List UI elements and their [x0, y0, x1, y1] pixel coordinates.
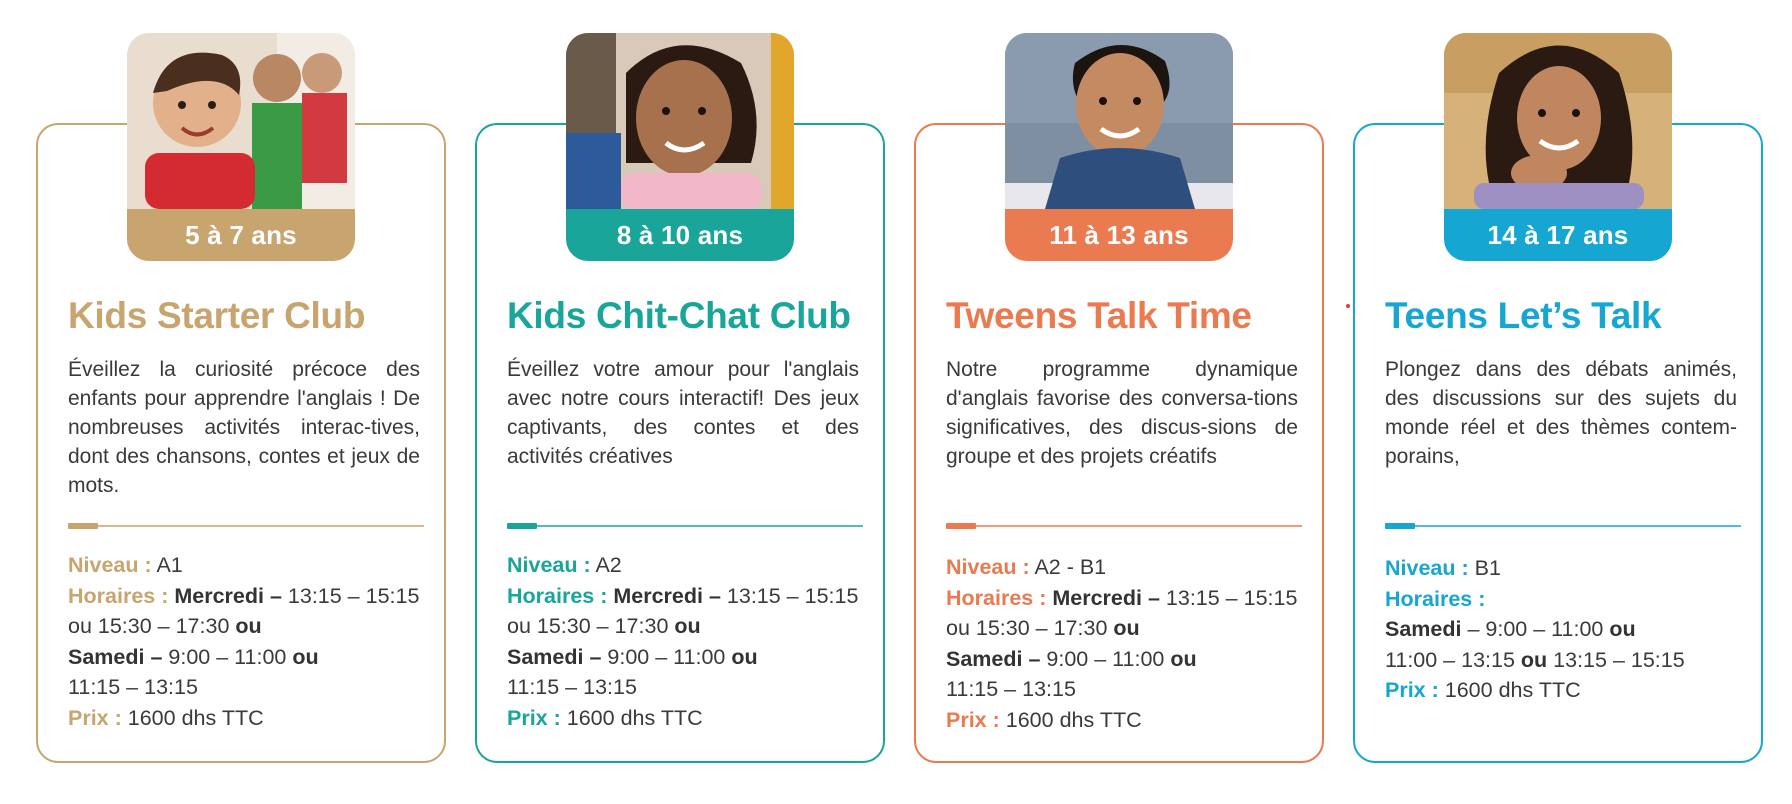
horaires-label: Horaires : — [507, 583, 608, 608]
course-description: Éveillez la curiosité précoce des enfants pour apprendre l'anglais ! De nombreuses activités interac-tives, dont des chansons, contes et jeux de mots. — [68, 358, 420, 497]
schedule-day: Samedi – — [68, 644, 163, 669]
niveau-value: A2 - B1 — [1034, 555, 1107, 579]
niveau-label: Niveau : — [68, 553, 152, 577]
course-title: Kids Starter Club — [68, 295, 366, 336]
course-info — [507, 550, 873, 733]
divider-accent — [1385, 523, 1415, 529]
age-range-label: 5 à 7 ans — [127, 209, 355, 261]
prix-value: 1600 dhs TTC — [566, 705, 703, 730]
course-title: Kids Chit-Chat Club — [507, 295, 851, 336]
teen-photo — [1444, 33, 1672, 209]
age-photo-block — [566, 33, 794, 261]
schedule-or: ou — [1609, 617, 1636, 641]
divider-accent — [946, 523, 976, 529]
schedule-or: ou — [1170, 646, 1197, 671]
prix-label: Prix : — [68, 705, 122, 730]
course-info — [68, 550, 434, 733]
course-info — [1385, 553, 1751, 706]
schedule-time: – 9:00 – 11:00 — [1467, 617, 1604, 641]
course-card-kids-starter — [36, 123, 446, 763]
course-description: Notre programme dynamique d'anglais favorise des conversa-tions significatives, des discus-sions de groupe et des projets créatifs — [946, 358, 1298, 468]
prix-label: Prix : — [1385, 678, 1439, 702]
schedule-time: 13:15 – 15:15 — [726, 583, 859, 608]
schedule-day: Mercredi – — [613, 583, 721, 608]
course-card-tweens-talk — [914, 123, 1324, 763]
course-title: Teens Let’s Talk — [1385, 295, 1662, 336]
age-range-label: 14 à 17 ans — [1444, 209, 1672, 261]
prix-label: Prix : — [507, 705, 561, 730]
age-photo-block — [1005, 33, 1233, 261]
schedule-time: 11:00 – 13:15 — [1385, 647, 1515, 672]
schedule-time: ou 15:30 – 17:30 — [68, 614, 230, 638]
course-description: Éveillez votre amour pour l'anglais avec notre cours interactif! Des jeux captivants, des contes et des activités créatives — [507, 358, 859, 468]
age-photo-block — [1444, 33, 1672, 261]
divider — [1385, 525, 1741, 527]
course-card-teens-lets-talk — [1353, 123, 1763, 763]
schedule-time: 11:15 – 13:15 — [946, 677, 1076, 701]
schedule-time: 13:15 – 15:15 — [1553, 647, 1685, 672]
niveau-label: Niveau : — [946, 555, 1030, 579]
schedule-or: ou — [235, 614, 262, 638]
divider — [507, 525, 863, 527]
niveau-value: A1 — [156, 553, 183, 577]
divider-accent — [507, 523, 537, 529]
schedule-day: Samedi – — [946, 646, 1041, 671]
schedule-time: ou 15:30 – 17:30 — [507, 614, 669, 638]
schedule-or: ou — [1520, 647, 1548, 672]
age-range-label: 8 à 10 ans — [566, 209, 794, 261]
niveau-value: A2 — [595, 553, 622, 577]
course-info — [946, 552, 1312, 735]
child-photo — [566, 33, 794, 209]
prix-value: 1600 dhs TTC — [1005, 707, 1142, 732]
prix-value: 1600 dhs TTC — [127, 705, 264, 730]
course-title: Tweens Talk Time — [946, 295, 1252, 336]
schedule-day: Samedi – — [507, 644, 602, 669]
age-range-label: 11 à 13 ans — [1005, 209, 1233, 261]
schedule-or: ou — [674, 614, 701, 638]
niveau-value: B1 — [1474, 556, 1501, 580]
horaires-label: Horaires : — [946, 585, 1047, 610]
schedule-time: 9:00 – 11:00 — [607, 644, 726, 669]
niveau-label: Niveau : — [507, 553, 591, 577]
schedule-day: Samedi — [1385, 617, 1462, 641]
schedule-or: ou — [731, 644, 758, 669]
horaires-label: Horaires : — [68, 583, 169, 608]
age-photo-block — [127, 33, 355, 261]
divider-accent — [68, 523, 98, 529]
child-photo — [1005, 33, 1233, 209]
schedule-time: ou 15:30 – 17:30 — [946, 616, 1108, 640]
course-card-kids-chit-chat — [475, 123, 885, 763]
schedule-time: 9:00 – 11:00 — [168, 644, 287, 669]
prix-value: 1600 dhs TTC — [1444, 678, 1581, 702]
decorative-dot — [1346, 304, 1350, 308]
schedule-time: 13:15 – 15:15 — [287, 583, 420, 608]
horaires-label: Horaires : — [1385, 586, 1486, 611]
prix-label: Prix : — [946, 707, 1000, 732]
schedule-time: 13:15 – 15:15 — [1165, 585, 1298, 610]
schedule-or: ou — [292, 644, 319, 669]
divider — [68, 525, 424, 527]
schedule-or: ou — [1113, 616, 1140, 640]
divider — [946, 525, 1302, 527]
schedule-time: 11:15 – 13:15 — [68, 675, 198, 699]
schedule-day: Mercredi – — [1052, 585, 1160, 610]
niveau-label: Niveau : — [1385, 556, 1469, 580]
course-description: Plongez dans des débats animés, des discussions sur des sujets du monde réel et des thèmes contem-porains, — [1385, 358, 1737, 468]
schedule-time: 9:00 – 11:00 — [1046, 646, 1165, 671]
child-photo — [127, 33, 355, 209]
schedule-time: 11:15 – 13:15 — [507, 675, 637, 699]
schedule-day: Mercredi – — [174, 583, 282, 608]
